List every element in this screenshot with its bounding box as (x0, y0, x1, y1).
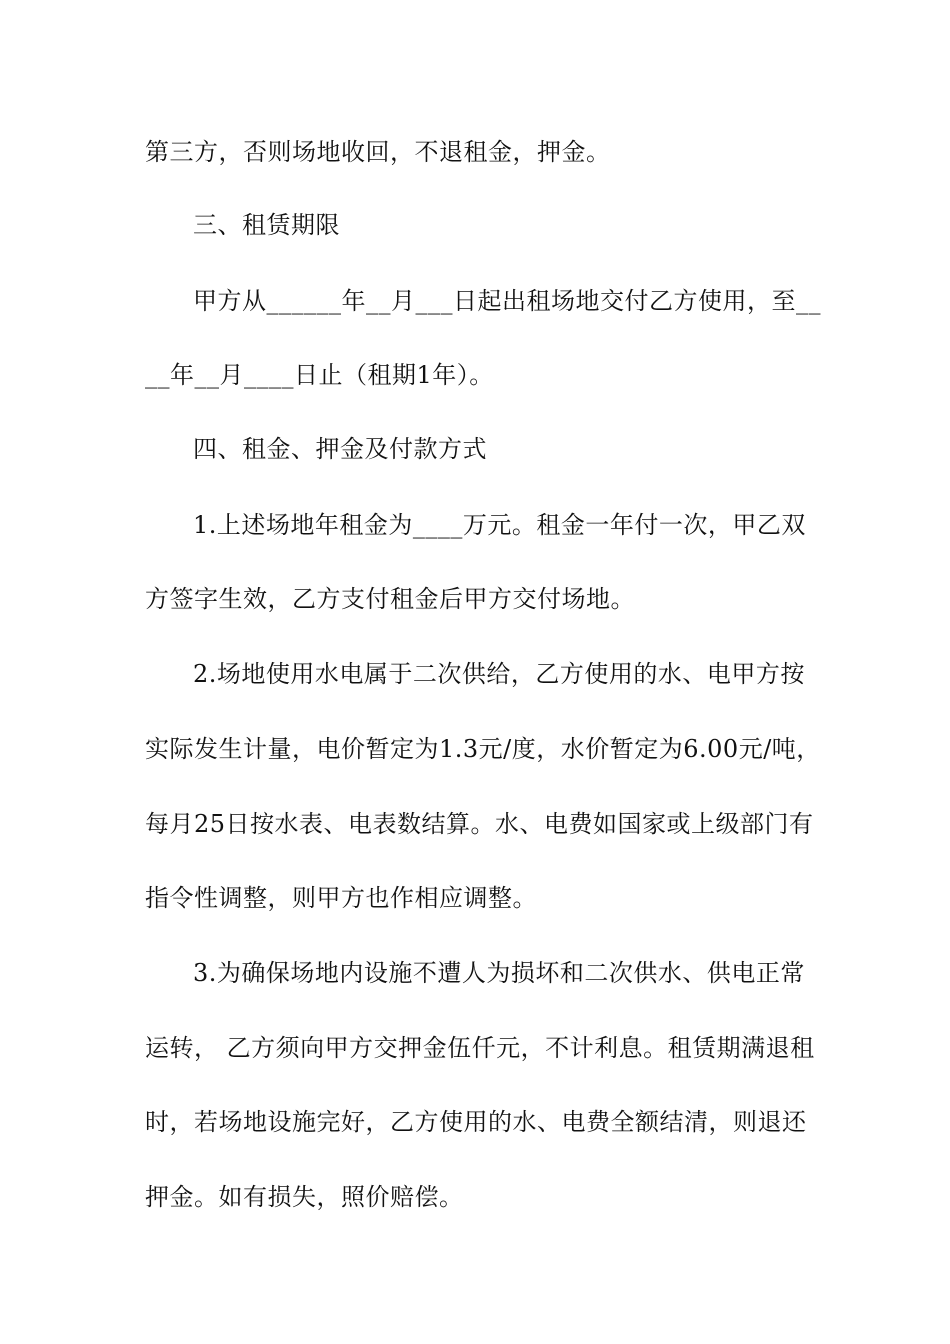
paragraph-line: 第三方，否则场地收回，不退租金，押金。 (145, 138, 611, 166)
section-heading-rent-deposit: 四、租金、押金及付款方式 (193, 435, 487, 463)
section-heading-lease-term: 三、租赁期限 (193, 211, 340, 239)
paragraph-line: 方签字生效，乙方支付租金后甲方交付场地。 (145, 585, 635, 613)
paragraph-line: 指令性调整，则甲方也作相应调整。 (145, 884, 537, 912)
paragraph-line: 甲方从______年__月___日起出租场地交付乙方使用，至__ (193, 287, 821, 315)
paragraph-line: 3.为确保场地内设施不遭人为损坏和二次供水、供电正常 (193, 959, 805, 987)
paragraph-line: 2.场地使用水电属于二次供给，乙方使用的水、电甲方按 (193, 660, 805, 688)
paragraph-line: 1.上述场地年租金为____万元。租金一年付一次，甲乙双 (193, 511, 806, 539)
paragraph-line: __年__月____日止（租期1年）。 (145, 361, 494, 389)
paragraph-line: 运转， 乙方须向甲方交押金伍仟元，不计利息。租赁期满退租 (145, 1034, 815, 1062)
paragraph-line: 实际发生计量，电价暂定为1.3元/度，水价暂定为6.00元/吨， (145, 735, 821, 763)
paragraph-line: 押金。如有损失，照价赔偿。 (145, 1183, 464, 1211)
paragraph-line: 每月25日按水表、电表数结算。水、电费如国家或上级部门有 (145, 810, 814, 838)
paragraph-line: 时，若场地设施完好，乙方使用的水、电费全额结清，则退还 (145, 1108, 807, 1136)
